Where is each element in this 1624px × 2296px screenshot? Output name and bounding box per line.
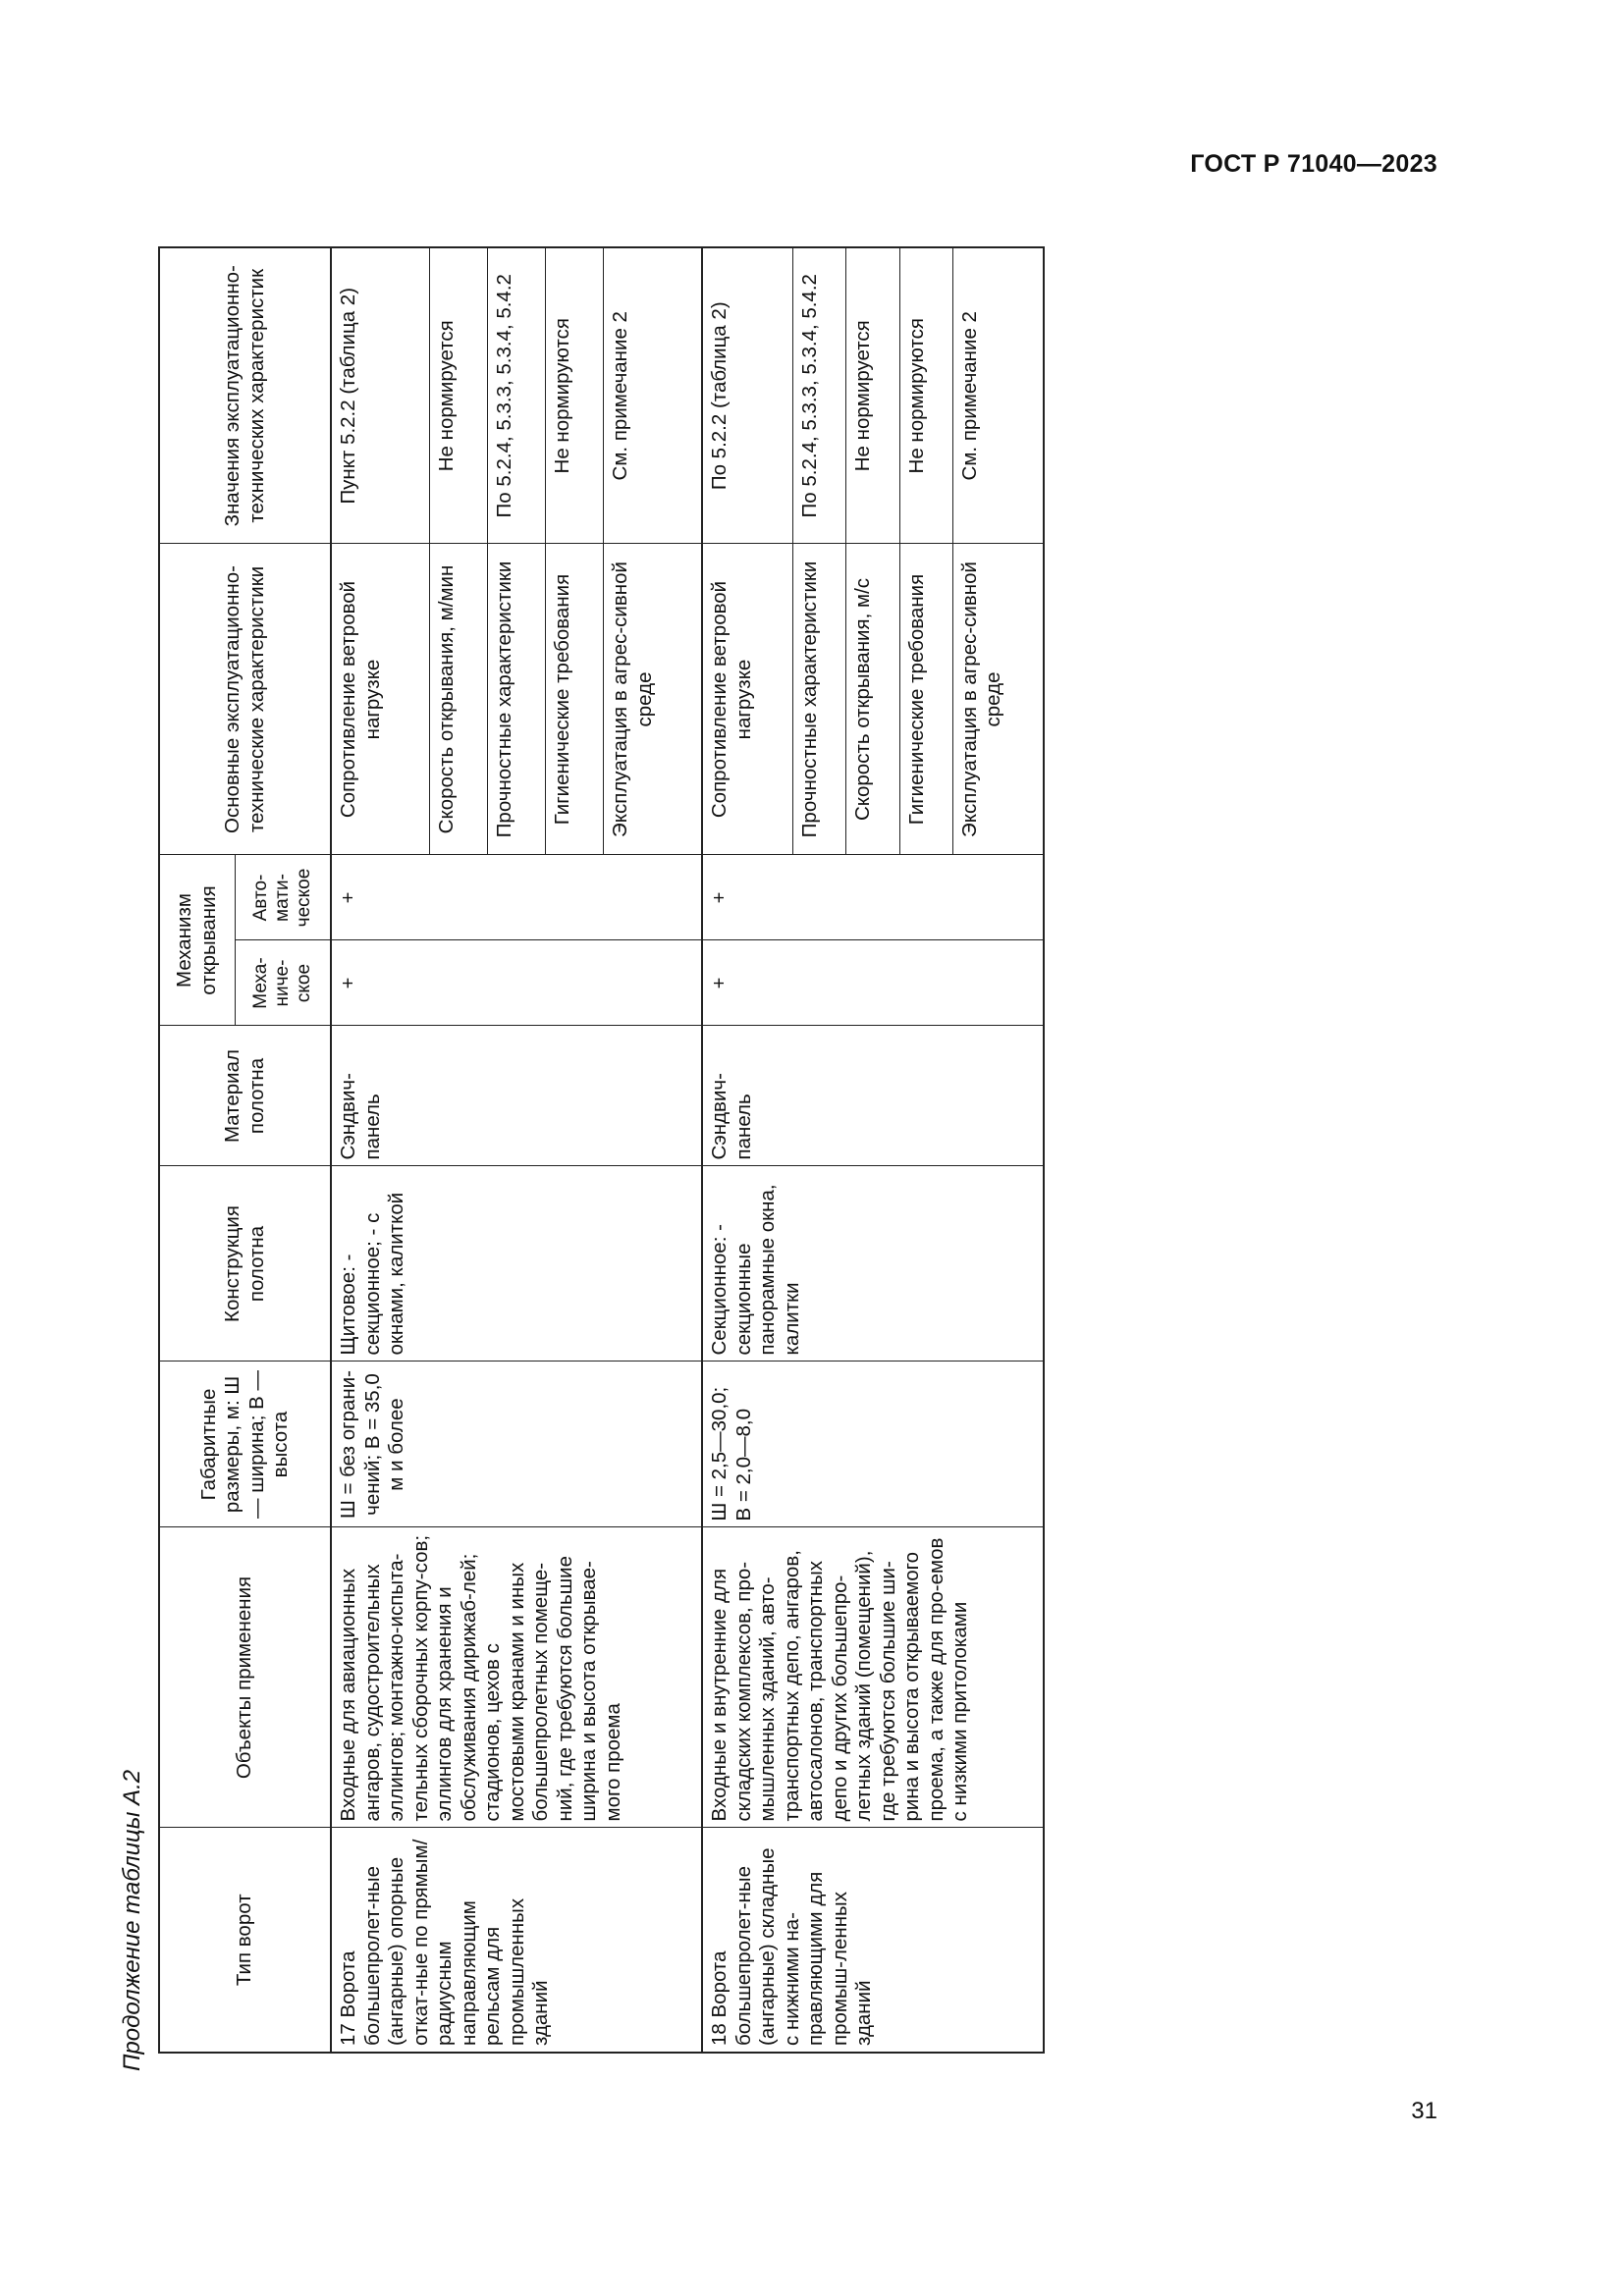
table-row bbox=[702, 247, 792, 2053]
characteristic-name: Прочностные характеристики bbox=[488, 544, 546, 855]
table-continuation-label: Продолжение таблицы А.2 bbox=[119, 1769, 145, 2071]
characteristic-value: Не нормируется bbox=[846, 247, 899, 544]
dimensions-cell: Ш = 2,5—30,0; В = 2,0—8,0 bbox=[702, 1362, 1044, 1527]
objects-cell: Входные для авиационных ангаров, судостроительных эллингов; монтажно-испыта-тельных сборочных корпу-сов; эллингов для хранения и обслуживания дирижаб-лей; стадионов, цехов с мостовыми кранами и иных большепролетных помеще-ний, где требуются большие ширина и высота открывае-мого проема bbox=[331, 1527, 702, 1828]
characteristic-value: Не нормируются bbox=[546, 247, 604, 544]
mechanical-mark: + bbox=[331, 940, 702, 1026]
characteristic-name: Сопротивление ветровой нагрузке bbox=[702, 544, 792, 855]
header-mechanism: Механизм открывания bbox=[159, 855, 235, 1026]
gate-type-cell: 17 Ворота большепролет-ные (ангарные) опорные откат-ные по прямым/радиусным направляющим рельсам для промышленных зданий bbox=[331, 1828, 702, 2053]
header-dimensions: Габаритные размеры, м: Ш — ширина; В — высота bbox=[159, 1362, 331, 1527]
gate-type-cell: 18 Ворота большепролет-ные (ангарные) складные с нижними на-правляющими для промыш-ленных зданий bbox=[702, 1828, 1044, 2053]
characteristic-name: Гигиенические требования bbox=[546, 544, 604, 855]
header-gate-type: Тип ворот bbox=[159, 1828, 331, 2053]
characteristic-value: Не нормируются bbox=[899, 247, 952, 544]
characteristic-value: По 5.2.4, 5.3.3, 5.3.4, 5.4.2 bbox=[793, 247, 846, 544]
header-construction: Конструкция полотна bbox=[159, 1166, 331, 1362]
landscape-page bbox=[108, 226, 1119, 2071]
characteristic-name: Сопротивление ветровой нагрузке bbox=[331, 544, 430, 855]
header-objects: Объекты применения bbox=[159, 1527, 331, 1828]
characteristic-value: Не нормируется bbox=[430, 247, 488, 544]
characteristic-name: Скорость открывания, м/с bbox=[846, 544, 899, 855]
characteristic-value: По 5.2.2 (таблица 2) bbox=[702, 247, 792, 544]
objects-cell: Входные и внутренние для складских комплексов, про-мышленных зданий, авто-транспортных депо, ангаров, автосалонов, транспортных депо и других большепро-летных зданий (помещений), где требуются большие ши-рина и высота открываемого проема, а также для про-емов с низкими притолоками bbox=[702, 1527, 1044, 1828]
table-header-row bbox=[159, 247, 235, 2053]
header-material: Материал полотна bbox=[159, 1026, 331, 1166]
characteristic-value: Пункт 5.2.2 (таблица 2) bbox=[331, 247, 430, 544]
standard-designation: ГОСТ Р 71040—2023 bbox=[1190, 150, 1437, 178]
characteristic-value: См. примечание 2 bbox=[604, 247, 703, 544]
automatic-mark: + bbox=[331, 855, 702, 940]
material-cell: Сэндвич-панель bbox=[702, 1026, 1044, 1166]
construction-cell: Щитовое: - секционное; - с окнами, калиткой bbox=[331, 1166, 702, 1362]
rotated-content-area bbox=[108, 226, 1119, 2071]
header-values: Значения эксплуатационно-технических характеристик bbox=[159, 247, 331, 544]
gate-types-table bbox=[158, 246, 1045, 2054]
mechanical-mark: + bbox=[702, 940, 1044, 1026]
characteristic-name: Прочностные характеристики bbox=[793, 544, 846, 855]
header-automatic: Авто-мати-ческое bbox=[235, 855, 331, 940]
characteristic-name: Эксплуатация в агрес-сивной среде bbox=[952, 544, 1044, 855]
page-number: 31 bbox=[1411, 2098, 1437, 2124]
header-characteristics: Основные эксплуатационно-технические характеристики bbox=[159, 544, 331, 855]
table-row bbox=[331, 247, 430, 2053]
characteristic-value: По 5.2.4, 5.3.3, 5.3.4, 5.4.2 bbox=[488, 247, 546, 544]
characteristic-name: Эксплуатация в агрес-сивной среде bbox=[604, 544, 703, 855]
construction-cell: Секционное: - секционные панорамные окна, калитки bbox=[702, 1166, 1044, 1362]
header-mechanical: Меха-ниче-ское bbox=[235, 940, 331, 1026]
dimensions-cell: Ш = без ограни-чений; В = 35,0 м и более bbox=[331, 1362, 702, 1527]
automatic-mark: + bbox=[702, 855, 1044, 940]
characteristic-name: Скорость открывания, м/мин bbox=[430, 544, 488, 855]
characteristic-name: Гигиенические требования bbox=[899, 544, 952, 855]
material-cell: Сэндвич-панель bbox=[331, 1026, 702, 1166]
characteristic-value: См. примечание 2 bbox=[952, 247, 1044, 544]
